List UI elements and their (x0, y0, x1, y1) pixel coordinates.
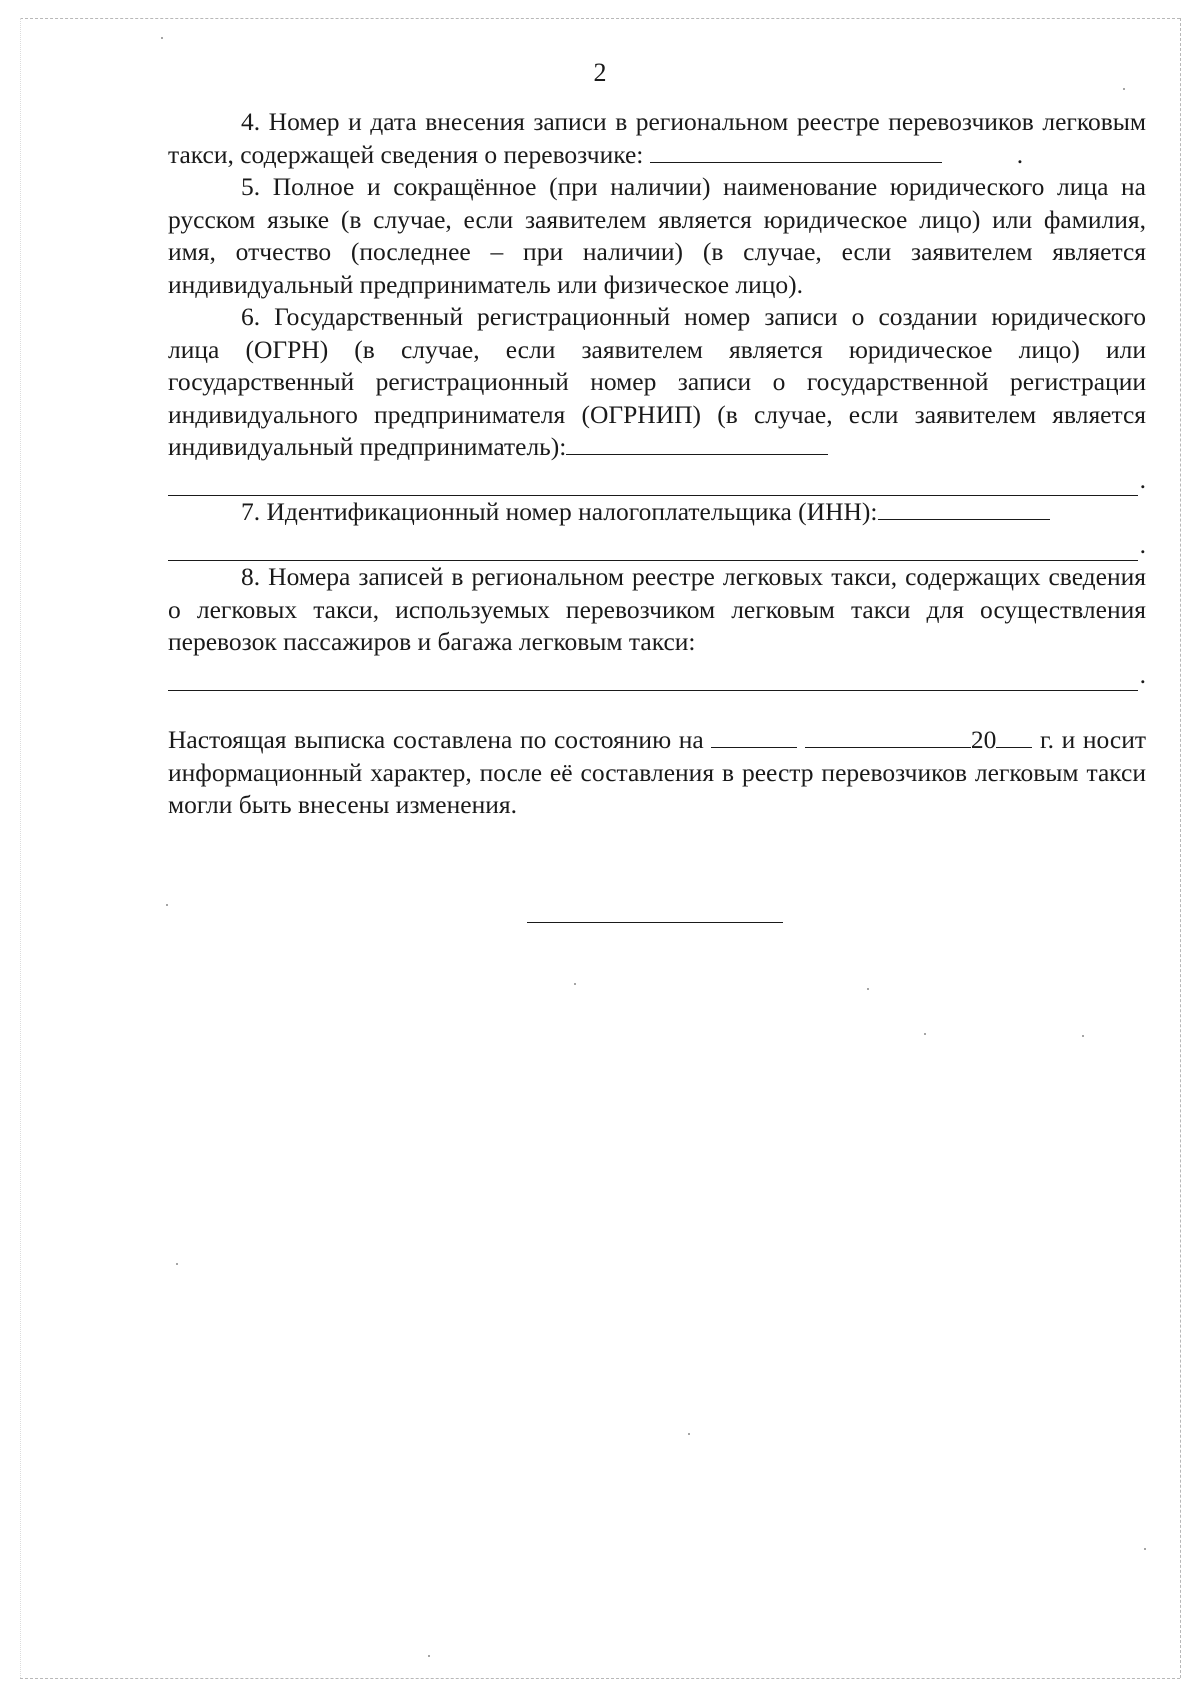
item-4 (168, 106, 1146, 171)
date-day-fill-line (711, 725, 797, 748)
scan-speck (574, 983, 576, 985)
item-6-ogrn-fill-line-continued (168, 473, 1138, 496)
scan-border-right (1180, 18, 1181, 1678)
item-8-period: . (1139, 659, 1146, 689)
page-number: 2 (593, 58, 607, 87)
statement-prefix: Настоящая выписка составлена по состоянию на (168, 725, 704, 754)
item-8-continuation-row (168, 659, 1146, 692)
scan-speck (867, 988, 869, 990)
item-7 (168, 496, 1146, 529)
item-5: 5. Полное и сокращённое (при наличии) наименование юридического лица на русском языке (в случае, если заявителем является юридическое лицо) или фамилия, имя, отчество (последнее – при наличии) (в случае, если заявителем является индивидуальный предприниматель или физическое лицо). (168, 172, 1146, 299)
date-year-suffix: г. (1040, 725, 1054, 754)
item-6-period: . (1139, 464, 1146, 494)
scan-border-left (20, 18, 21, 1678)
item-7-text: 7. Идентификационный номер налогоплательщика (ИНН): (241, 497, 878, 526)
item-7-continuation-row (168, 529, 1146, 562)
item-8-records-fill-line (168, 668, 1138, 691)
scan-border-top (20, 18, 1180, 19)
document-body (168, 106, 1146, 822)
date-month-fill-line (805, 725, 971, 748)
scan-speck (161, 37, 163, 39)
item-6-continuation-row (168, 464, 1146, 497)
scan-speck (166, 904, 168, 906)
item-6-ogrn-fill-line (566, 432, 828, 455)
item-6 (168, 301, 1146, 464)
item-7-inn-fill-line-continued (168, 538, 1138, 561)
signature-line (527, 922, 783, 923)
item-6-text: 6. Государственный регистрационный номер записи о создании юридического лица (ОГРН) (в случае, если заявителем является юридическое лицо) или государственный регистрационный номер записи о государственной регистрации индивидуального предпринимателя (ОГРНИП) (в случае, если заявителем является индивидуальный предприниматель): (168, 302, 1146, 461)
item-4-text: 4. Номер и дата внесения записи в региональном реестре перевозчиков легковым такси, содержащей сведения о перевозчике: (168, 107, 1146, 169)
date-year-prefix: 20 (970, 725, 997, 754)
scan-speck (1082, 1035, 1084, 1037)
item-7-period: . (1139, 529, 1146, 559)
statement (168, 724, 1146, 822)
item-4-period: . (1016, 139, 1024, 169)
scan-speck (428, 1655, 430, 1657)
scan-speck (688, 1433, 690, 1435)
statement-rest: и носит информационный характер, после её составления в реестр перевозчиков легковым такси могли быть внесены изменения. (168, 725, 1147, 819)
section-gap (168, 691, 1146, 724)
scan-border-bottom (20, 1678, 1180, 1679)
scan-speck (924, 1033, 926, 1035)
date-year-fill-line (996, 725, 1032, 748)
item-4-record-fill-line (650, 140, 942, 163)
item-7-inn-fill-line (878, 497, 1050, 520)
scan-speck (176, 1263, 178, 1265)
scan-speck (1123, 88, 1125, 90)
scan-speck (1144, 1548, 1146, 1550)
item-8: 8. Номера записей в региональном реестре легковых такси, содержащих сведения о легковых такси, используемых перевозчиком легковым такси для осуществления перевозок пассажиров и багажа легковым такси: (168, 562, 1146, 656)
